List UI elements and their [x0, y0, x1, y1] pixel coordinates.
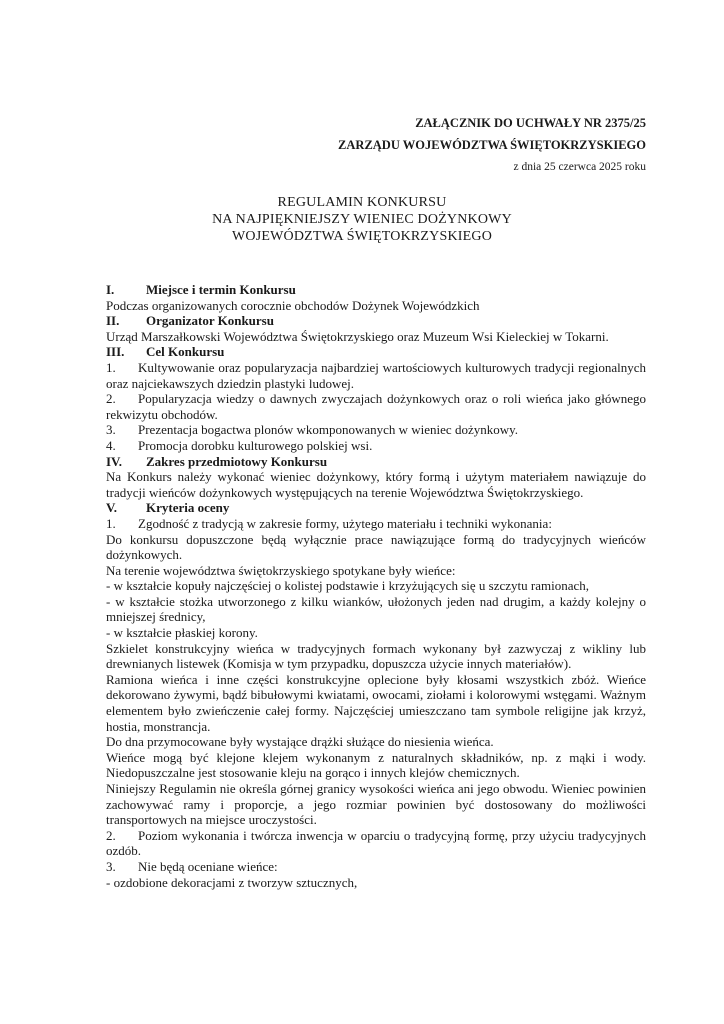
section-number: IV. [106, 453, 123, 469]
item-number: 1. [106, 359, 116, 375]
title-line-2: NA NAJPIĘKNIEJSZY WIENIEC DOŻYNKOWY [212, 212, 512, 227]
paragraph: Do konkursu dopuszczone będą wyłącznie prace nawiązujące formą do tradycyjnych wieńców dożynkowych. [106, 531, 646, 563]
section-title: Kryteria oceny [146, 500, 230, 516]
item-number: 2. [106, 827, 116, 843]
title-line-1: REGULAMIN KONKURSU [277, 195, 447, 210]
item-text: Popularyzacja wiedzy o dawnych zwyczajach dożynkowych oraz o roli wieńca jako głównego rekwizytu obchodów. [106, 391, 646, 422]
paragraph: Wieńce mogą być klejone klejem wykonanym z naturalnych składników, np. z mąki i wody. Niedopuszczalne jest stosowanie kleju na gorąco i innych klejów chemicznych. [106, 749, 646, 781]
document-title [0, 194, 724, 245]
section-text: Urząd Marszałkowski Województwa Świętokrzyskiego oraz Muzeum Wsi Kieleckiej w Tokarni. [106, 328, 609, 344]
section-title: Miejsce i termin Konkursu [146, 282, 296, 297]
item-number: 4. [106, 437, 116, 453]
item-number: 1. [106, 515, 116, 531]
item-text: Prezentacja bogactwa plonów wkomponowanych w wieniec dożynkowy. [138, 422, 519, 438]
item-text: Promocja dorobku kulturowego polskiej wsi. [138, 437, 373, 453]
list-item [106, 360, 646, 391]
criterion-item [106, 516, 646, 532]
item-number: 3. [106, 422, 116, 438]
section-heading-3 [106, 344, 646, 360]
paragraph: Ramiona wieńca i inne części konstrukcyjne oplecione były kłosami wszystkich zbóż. Wieńce dekorowano żywymi, bądź bibułowymi kwiatami, owocami, ziołami i kolorowymi wstęgami. Ważnym elementem było zwieńczenie całej formy. Najczęściej umieszczano tam symbole religijne jak krzyż, hostia, monstrancja. [106, 671, 646, 734]
section-text: Podczas organizowanych corocznie obchodów Dożynek Wojewódzkich [106, 297, 480, 313]
paragraph: Niniejszy Regulamin nie określa górnej granicy wysokości wieńca ani jego obwodu. Wieniec powinien zachowywać ramy i proporcje, a jego rozmiar powinien być dostosowany do możliwości transportowych na miejsce uroczystości. [106, 781, 646, 828]
section-number: I. [106, 282, 115, 297]
annex-date: z dnia 25 czerwca 2025 roku [513, 161, 646, 173]
list-item [106, 422, 646, 438]
section-title: Organizator Konkursu [146, 313, 274, 329]
section-text: Na Konkurs należy wykonać wieniec dożynkowy, który formą i użytym materiałem nawiązuje do tradycji wieńców dożynkowych występujących na terenie Województwa Świętokrzyskiego. [106, 469, 646, 500]
section-heading-2 [106, 313, 646, 329]
section-heading-4 [106, 454, 646, 470]
list-item [106, 391, 646, 422]
paragraph: Do dna przymocowane były wystające drążki służące do niesienia wieńca. [106, 734, 494, 750]
item-text: Nie będą oceniane wieńce: [138, 858, 278, 874]
section-title: Zakres przedmiotowy Konkursu [146, 453, 328, 469]
section-heading-5 [106, 500, 646, 516]
item-number: 2. [106, 391, 116, 407]
item-number: 3. [106, 858, 116, 874]
document-body [106, 282, 646, 890]
section-number: V. [106, 500, 117, 516]
list-item [106, 438, 646, 454]
item-text: Kultywowanie oraz popularyzacja najbardziej wartościowych kulturowych tradycji regionalnych oraz najciekawszych dziedzin plastyki ludowej. [106, 359, 646, 391]
paragraph: Szkielet konstrukcyjny wieńca w tradycyjnych formach wykonany był zazwyczaj z wikliny lub drewnianych listewek (Komisja w tym przypadku, dopuszcza użycie innych materiałów). [106, 640, 646, 672]
paragraph: Na terenie województwa świętokrzyskiego spotykane były wieńce: [106, 562, 456, 578]
dash-item: - w kształcie stożka utworzonego z kilku wianków, ułożonych jeden nad drugim, a każdy kolejny o mniejszej średnicy, [106, 593, 646, 625]
item-text: Zgodność z tradycją w zakresie formy, użytego materiału i techniki wykonania: [138, 515, 552, 531]
dash-item: - w kształcie kopuły najczęściej o kolistej podstawie i krzyżujących się u szczytu ramionach, [106, 578, 589, 594]
section-number: III. [106, 344, 125, 360]
item-text: Poziom wykonania i twórcza inwencja w oparciu o tradycyjną formę, przy użyciu tradycyjnych ozdób. [106, 827, 646, 859]
dash-item: - w kształcie płaskiej korony. [106, 625, 258, 641]
section-heading-1 [106, 282, 646, 298]
annex-line-2: ZARZĄDU WOJEWÓDZTWA ŚWIĘTOKRZYSKIEGO [338, 138, 646, 152]
criterion-item [106, 828, 646, 859]
title-line-3: WOJEWÓDZTWA ŚWIĘTOKRZYSKIEGO [231, 229, 493, 244]
dash-item: - ozdobione dekoracjami z tworzyw sztucznych, [106, 874, 358, 890]
section-number: II. [106, 313, 120, 329]
annex-line-1: ZAŁĄCZNIK DO UCHWAŁY NR 2375/25 [415, 116, 646, 130]
section-title: Cel Konkursu [146, 344, 225, 360]
annex-header [338, 112, 646, 178]
criterion-item [106, 859, 646, 875]
